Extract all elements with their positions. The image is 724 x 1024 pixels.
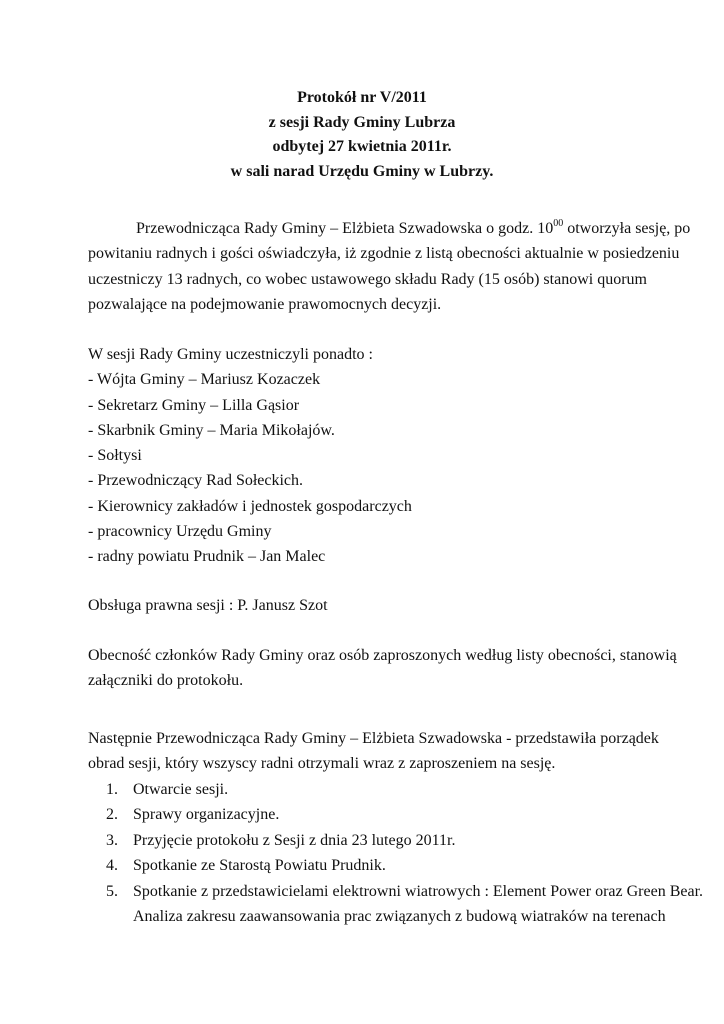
agenda-item-number: 3.	[106, 831, 118, 849]
title-line-4: w sali narad Urzędu Gminy w Lubrzy.	[230, 162, 494, 180]
presence-line-1: Obecność członków Rady Gminy oraz osób zaproszonych według listy obecności, stanowią	[88, 647, 677, 664]
agenda-item-number: 1.	[106, 781, 118, 798]
list-item: - radny powiatu Prudnik – Jan Malec	[88, 548, 326, 566]
title-line-2: z sesji Rady Gminy Lubrza	[268, 113, 456, 131]
agenda-item-text: Otwarcie sesji.	[133, 781, 229, 798]
attendees-heading: W sesji Rady Gminy uczestniczyli ponadto :	[88, 346, 373, 363]
agenda-item-text-continued: Analiza zakresu zaawansowania prac związanych z budową wiatraków na terenach	[133, 908, 666, 926]
intro-line-4: pozwalające na podejmowanie prawomocnych decyzji.	[88, 295, 442, 313]
presence-paragraph	[88, 643, 677, 694]
agenda-item-text: Przyjęcie protokołu z Sesji z dnia 23 lutego 2011r.	[133, 831, 456, 849]
agenda-intro-line-1: Następnie Przewodnicząca Rady Gminy – Elżbieta Szwadowska - przedstawiła porządek	[88, 730, 659, 747]
list-item: - Sołtysi	[88, 447, 142, 465]
agenda-list	[88, 777, 704, 929]
agenda-item-text: Spotkanie ze Starostą Powiatu Prudnik.	[133, 857, 386, 875]
intro-line-3: uczestniczy 13 radnych, co wobec ustawowego składu Rady (15 osób) stanowi quorum	[88, 270, 647, 288]
document-title	[0, 86, 724, 184]
agenda-intro-paragraph	[88, 726, 659, 777]
intro-paragraph	[88, 216, 691, 317]
agenda-item	[88, 828, 648, 853]
intro-line-1	[88, 216, 691, 241]
agenda-item	[88, 802, 648, 827]
list-item: - Przewodniczący Rad Sołeckich.	[88, 472, 304, 490]
time-superscript: 00	[553, 218, 564, 229]
agenda-item	[88, 853, 648, 878]
intro-line-1-text: Przewodnicząca Rady Gminy – Elżbieta Szwadowska o godz. 10	[136, 220, 554, 237]
title-line-1: Protokół nr V/2011	[297, 89, 427, 106]
legal-service-text: Obsługa prawna sesji : P. Janusz Szot	[88, 597, 328, 614]
agenda-intro-line-2: obrad sesji, który wszyscy radni otrzymali wraz z zaproszeniem na sesję.	[88, 755, 556, 773]
list-item: - pracownicy Urzędu Gminy	[88, 523, 272, 541]
list-item: - Sekretarz Gminy – Lilla Gąsior	[88, 396, 300, 414]
presence-line-2: załączniki do protokołu.	[88, 672, 244, 690]
list-item: - Wójta Gminy – Mariusz Kozaczek	[88, 371, 321, 389]
legal-service-line	[88, 593, 648, 618]
agenda-item-number: 2.	[106, 806, 118, 824]
agenda-item-number: 5.	[106, 882, 118, 900]
agenda-item-text: Sprawy organizacyjne.	[133, 806, 280, 824]
agenda-item-text: Spotkanie z przedstawicielami elektrowni wiatrowych : Element Power oraz Green Bear.	[133, 882, 704, 900]
list-item: - Kierownicy zakładów i jednostek gospodarczych	[88, 497, 412, 515]
list-item: - Skarbnik Gminy – Maria Mikołajów.	[88, 421, 335, 439]
agenda-item-number: 4.	[106, 857, 118, 875]
title-line-3: odbytej 27 kwietnia 2011r.	[272, 138, 452, 155]
intro-line-1-end: otworzyła sesję, po	[563, 220, 691, 237]
agenda-item	[88, 777, 648, 802]
intro-line-2: powitaniu radnych i gości oświadczyła, iż zgodnie z listą obecności aktualnie w posiedzeniu	[88, 245, 680, 263]
agenda-item	[88, 879, 704, 930]
attendees-list	[88, 342, 648, 570]
